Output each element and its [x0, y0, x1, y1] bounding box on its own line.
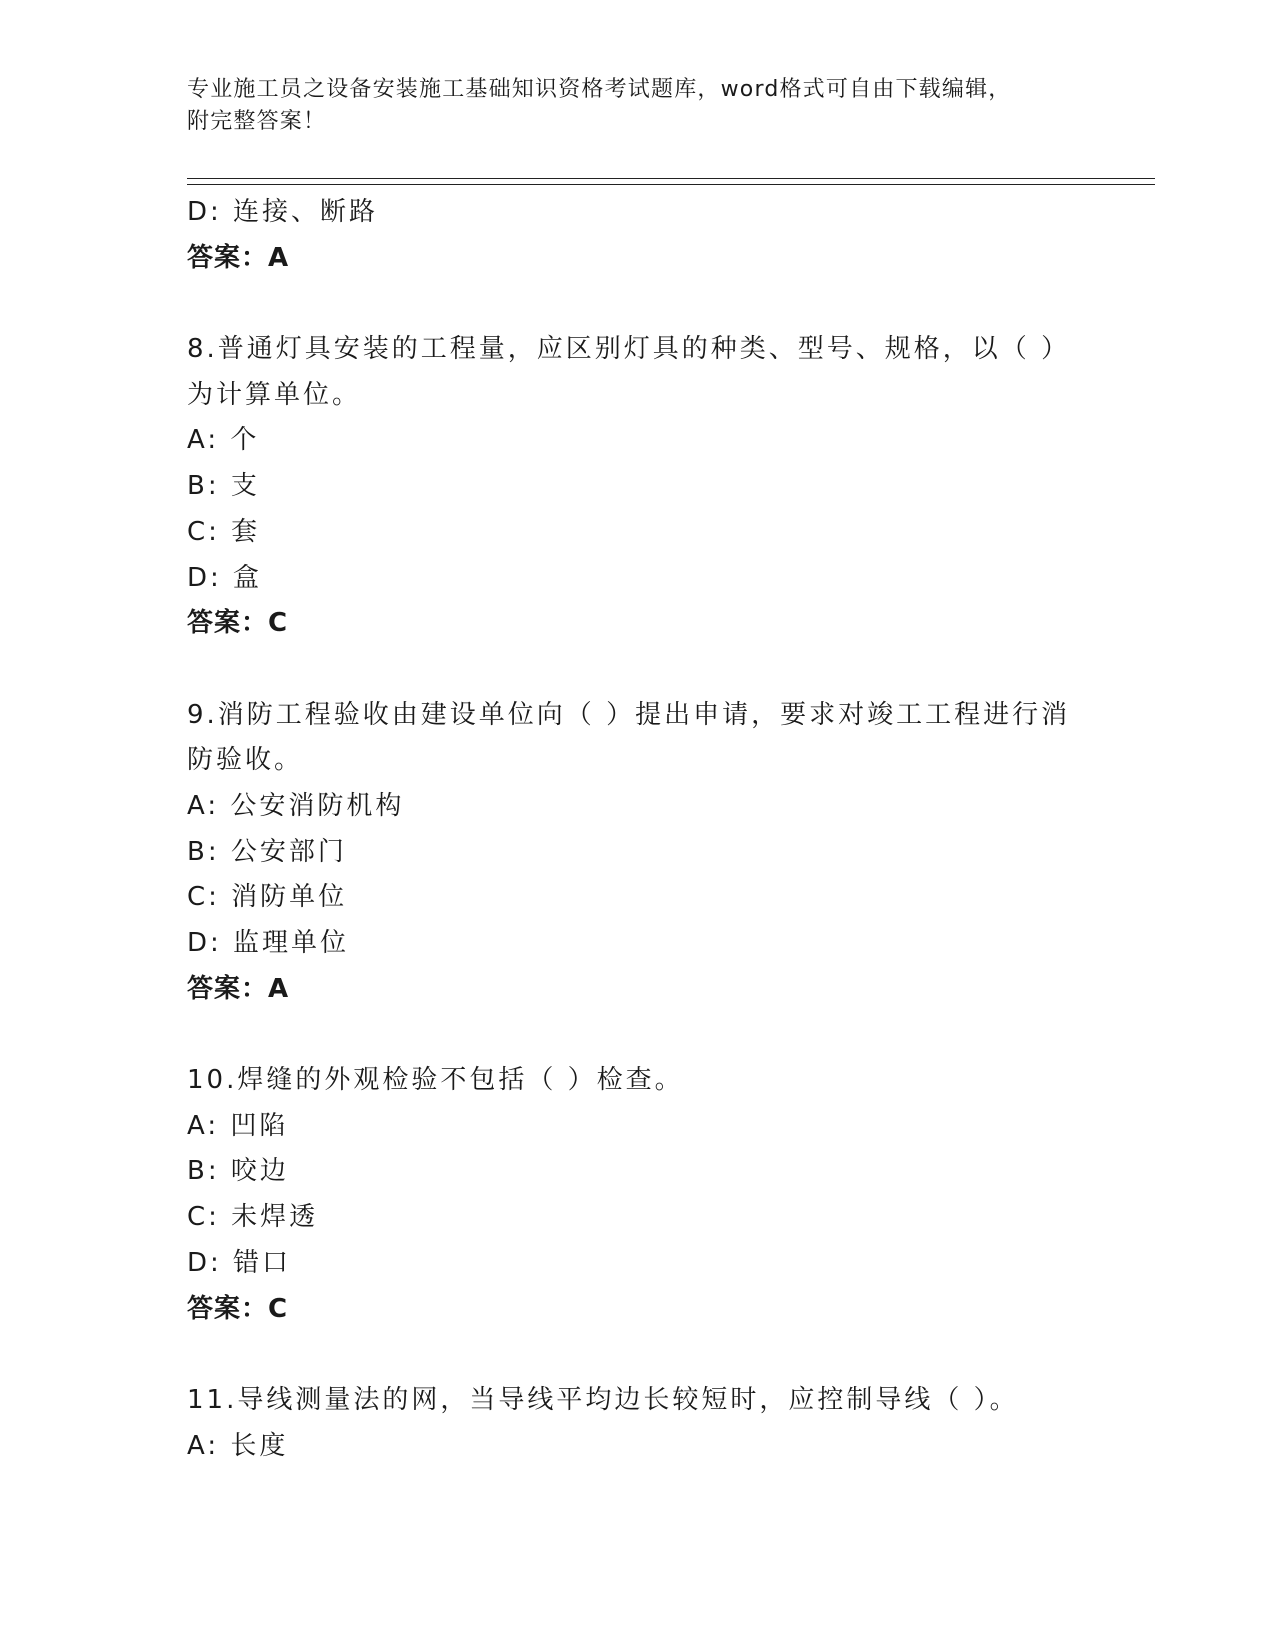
- spacer: [187, 1332, 1087, 1378]
- question-text: 9.消防工程验收由建设单位向（ ）提出申请，要求对竣工工程进行消: [187, 699, 1071, 730]
- question-text: 8.普通灯具安装的工程量，应区别灯具的种类、型号、规格，以（ ）: [187, 334, 1071, 365]
- spacer: [187, 281, 1087, 327]
- question-9: [187, 693, 1087, 1013]
- answer-line: 答案：A: [187, 973, 290, 1004]
- option-a: A: 凹陷: [187, 1110, 289, 1141]
- question-text-continued: 防验收。: [187, 745, 304, 776]
- question-text-continued: 为计算单位。: [187, 379, 362, 410]
- option-a: A: 长度: [187, 1430, 289, 1461]
- answer-line: 答案：A: [187, 242, 290, 273]
- question-8: [187, 327, 1087, 647]
- option-a: A: 个: [187, 425, 260, 456]
- option-b: B: 支: [187, 471, 260, 502]
- answer-line: 答案：C: [187, 1293, 289, 1324]
- header-divider-top: [187, 178, 1155, 179]
- option-b: B: 咬边: [187, 1156, 289, 1187]
- question-text: 10.焊缝的外观检验不包括（ ）检查。: [187, 1065, 684, 1096]
- question-text: 11.导线测量法的网，当导线平均边长较短时，应控制导线（ ）。: [187, 1384, 1019, 1415]
- option-c: C: 消防单位: [187, 882, 348, 913]
- option-d: D: 错口: [187, 1247, 292, 1278]
- question-11: [187, 1378, 1087, 1469]
- previous-question-tail: [187, 190, 1087, 281]
- option-d: D: 监理单位: [187, 928, 350, 958]
- header-line-1: 专业施工员之设备安装施工基础知识资格考试题库，word格式可自由下载编辑，: [187, 77, 1012, 102]
- header-divider-bottom: [187, 184, 1155, 185]
- question-10: [187, 1058, 1087, 1332]
- option-c: C: 未焊透: [187, 1202, 319, 1233]
- option-b: B: 公安部门: [187, 836, 347, 867]
- spacer: [187, 1012, 1087, 1058]
- option-a: A: 公安消防机构: [187, 790, 405, 821]
- option-d: D: 盒: [187, 562, 263, 593]
- spacer: [187, 647, 1087, 693]
- answer-line: 答案：C: [187, 608, 289, 639]
- question-list: [187, 190, 1087, 1469]
- option-d: D: 连接、断路: [187, 197, 379, 227]
- option-c: C: 套: [187, 516, 261, 547]
- document-header: [187, 74, 1067, 138]
- header-line-2: 附完整答案！: [187, 109, 327, 134]
